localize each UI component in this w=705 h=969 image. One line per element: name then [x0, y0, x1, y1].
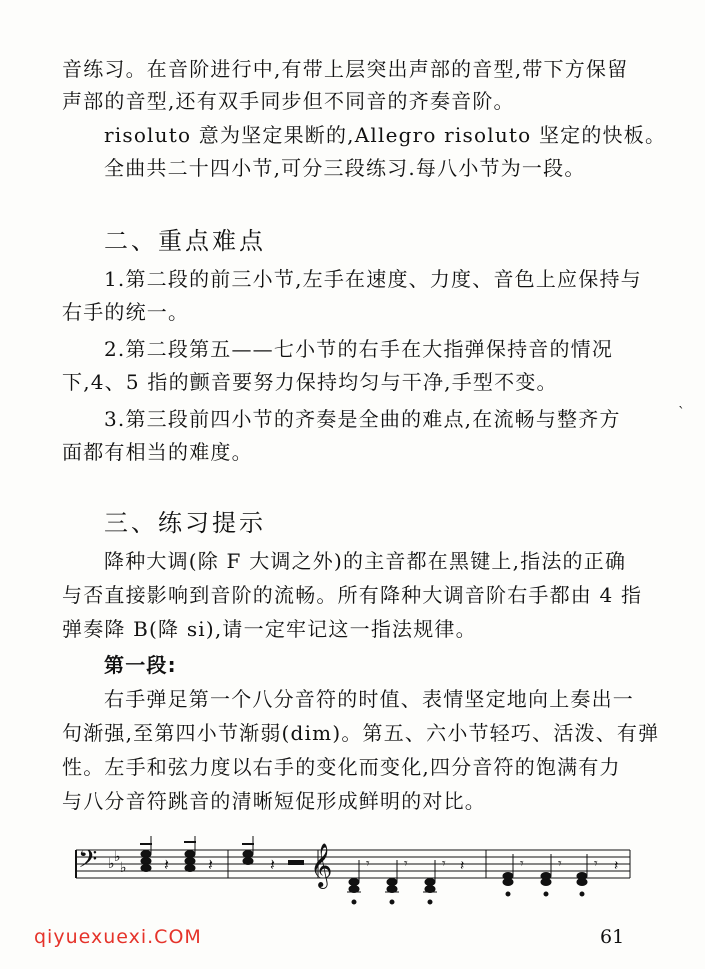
subsection-1-line-4: 与八分音符跳音的清晰短促形成鲜明的对比。 [62, 789, 486, 813]
section-2-point-2a: 2.第二段第五——七小节的右手在大指弹保持音的情况 [104, 337, 614, 361]
svg-text:𝄾: 𝄾 [594, 856, 598, 872]
measure-4-eighths [503, 854, 587, 896]
svg-text:𝄢: 𝄢 [78, 845, 98, 880]
page-number: 61 [600, 926, 625, 948]
section-2-point-3b: 面都有相当的难度。 [62, 440, 253, 464]
svg-text:𝄞: 𝄞 [310, 843, 333, 887]
section-3-heading: 三、练习提示 [104, 509, 266, 537]
margin-mark: ` [678, 405, 685, 421]
svg-text:𝄾: 𝄾 [558, 856, 562, 872]
intro-line-2: 声部的音型,还有双手同步但不同音的齐奏音阶。 [62, 89, 515, 113]
section-2-point-1b: 右手的统一。 [62, 300, 190, 324]
subsection-1-line-3: 性。左手和弦力度以右手的变化而变化,四分音符的饱满有力 [62, 755, 621, 779]
svg-text:𝄽: 𝄽 [208, 855, 213, 874]
key-signature-flats-icon [108, 849, 127, 876]
subsection-1-line-1: 右手弹足第一个八分音符的时值、表情坚定地向上奏出一 [104, 687, 634, 711]
svg-text:♭: ♭ [120, 860, 127, 876]
section-2-point-2b: 下,4、5 指的颤音要努力保持均匀与干净,手型不变。 [62, 370, 558, 394]
treble-clef-icon [310, 843, 332, 889]
music-score-excerpt [74, 832, 634, 912]
intro-line-1: 音练习。在音阶进行中,有带上层突出声部的音型,带下方保留 [62, 57, 629, 81]
section-3-line-2: 与否直接影响到音阶的流畅。所有降种大调音阶右手都由 4 指 [62, 583, 643, 607]
section-2-heading: 二、重点难点 [104, 227, 266, 255]
section-3-line-1: 降种大调(除 F 大调之外)的主音都在黑键上,指法的正确 [104, 549, 627, 573]
svg-text:♭: ♭ [114, 849, 121, 865]
svg-text:♭: ♭ [108, 856, 115, 872]
svg-text:𝄽: 𝄽 [614, 858, 619, 874]
intro-line-3: risoluto 意为坚定果断的,Allegro risoluto 坚定的快板。 [104, 123, 667, 147]
subsection-1-line-2: 句渐强,至第四小节渐弱(dim)。第五、六小节轻巧、活泼、有弹 [62, 721, 660, 745]
section-3-line-3: 弹奏降 B(降 si),请一定牢记这一指法规律。 [62, 617, 477, 641]
svg-text:𝄽: 𝄽 [164, 855, 169, 874]
intro-line-4: 全曲共二十四小节,可分三段练习.每八小节为一段。 [104, 156, 586, 180]
svg-text:𝄾: 𝄾 [366, 856, 370, 872]
subsection-1-heading: 第一段: [104, 653, 177, 677]
svg-text:𝄾: 𝄾 [520, 856, 524, 872]
svg-text:𝄾: 𝄾 [404, 856, 408, 872]
site-watermark: qiyuexuexi.COM [34, 926, 202, 948]
svg-text:𝄽: 𝄽 [460, 858, 465, 874]
svg-text:𝄾: 𝄾 [442, 856, 446, 872]
bass-clef-icon [78, 845, 97, 880]
svg-text:𝄽: 𝄽 [270, 855, 275, 874]
section-2-point-3a: 3.第三段前四小节的齐奏是全曲的难点,在流畅与整齐方 [104, 407, 621, 431]
measure-3-eighths [347, 860, 437, 904]
section-2-point-1a: 1.第二段的前三小节,左手在速度、力度、音色上应保持与 [104, 267, 642, 291]
